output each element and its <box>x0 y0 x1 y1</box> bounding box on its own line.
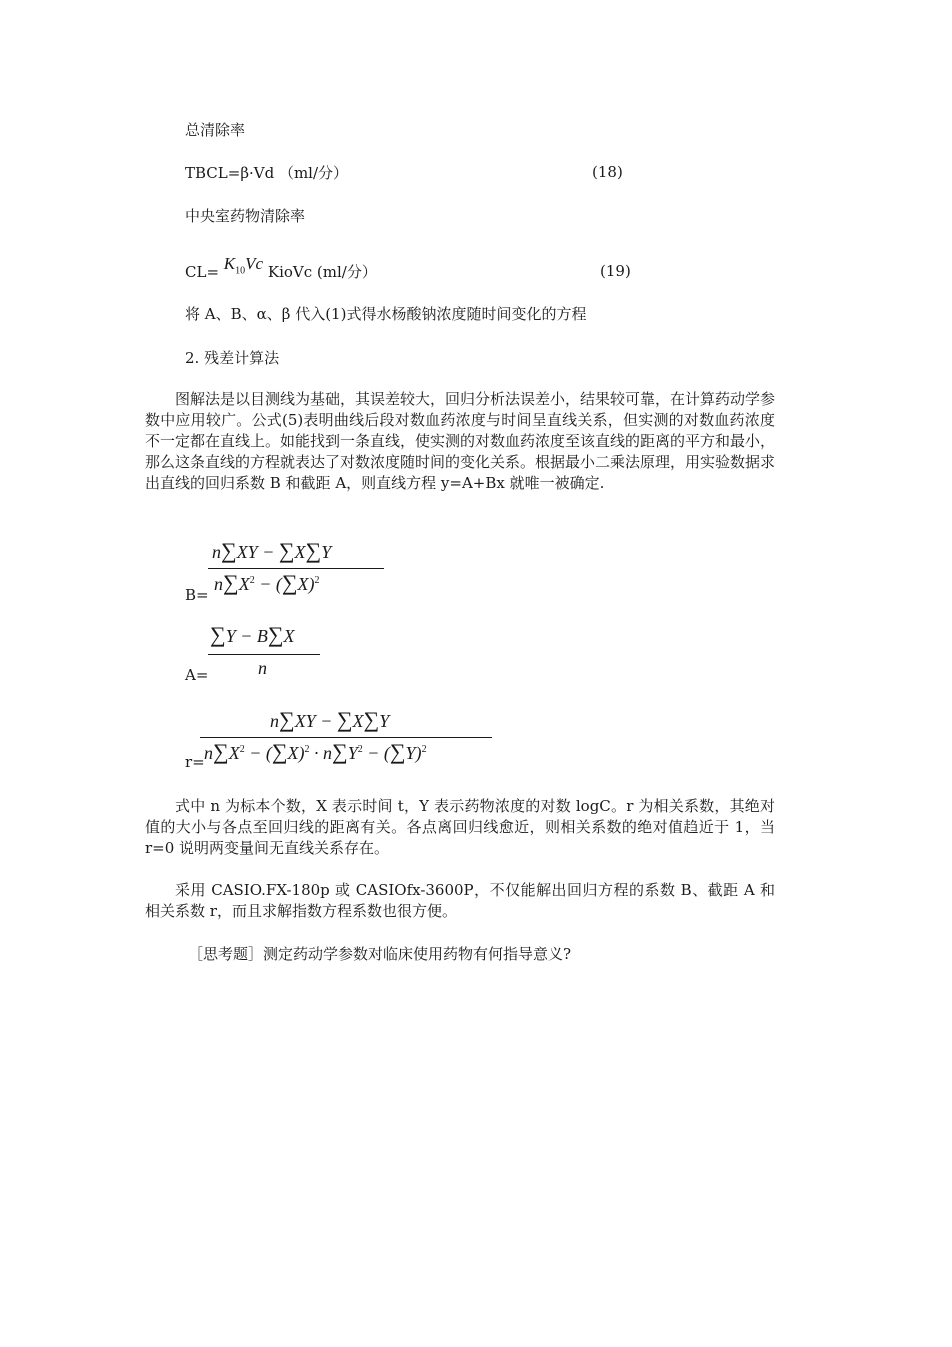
equation-19-prefix: CL= <box>185 263 220 281</box>
heading-central-clearance: 中央室药物清除率 <box>185 207 306 225</box>
section-2-title: 2. 残差计算法 <box>185 349 280 367</box>
substitute-line: 将 A、B、α、β 代入(1)式得水杨酸钠浓度随时间变化的方程 <box>185 305 587 323</box>
equation-18-number: (18) <box>592 163 623 181</box>
formula-r-label: r= <box>185 753 205 771</box>
paragraph-notation: 式中 n 为标本个数，X 表示时间 t，Y 表示药物浓度的对数 logC。r 为相关系数，其绝对值的大小与各点至回归线的距离有关。各点离回归线愈近，则相关系数的绝对值趋近于 1，当 r=0 说明两变量间无直线关系存在。 <box>145 797 775 857</box>
formula-b: n∑XY − ∑X∑Y $n\sum X^2 - (\sum X)^2$ <box>208 536 388 596</box>
formula-a-label: A= <box>185 666 209 684</box>
equation-19 <box>185 254 377 289</box>
formula-r: n∑XY − ∑X∑Y $n\sum X^2 - (\sum X)^2 \cdot n\sum Y^2 - (\sum Y)^2$ <box>200 705 495 767</box>
formula-b-label: B= <box>185 586 209 604</box>
equation-19-number: (19) <box>600 262 631 280</box>
paragraph-graphic-method: 图解法是以目测线为基础，其误差较大，回归分析法误差小，结果较可靠，在计算药动学参数中应用较广。公式(5)表明曲线后段对数血药浓度与时间呈直线关系，但实测的对数血药浓度不一定都在直线上。如能找到一条直线，使实测的对数血药浓度至该直线的距离的平方和最小，那么这条直线的方程就表达了对数浓度随时间的变化关系。根据最小二乘法原理，用实验数据求出直线的回归系数 B 和截距 A，则直线方程 y=A+Bx 就唯一被确定. <box>145 390 776 492</box>
equation-18: TBCL=β·Vd （ml/分） <box>185 164 349 182</box>
heading-total-clearance: 总清除率 <box>185 121 246 139</box>
equation-19-text: KioVc (ml/分） <box>267 263 377 281</box>
equation-19-k: $K_{10}Vc$ <box>223 254 264 277</box>
formula-a: ∑Y − B∑X n <box>208 620 328 680</box>
paragraph-calculator: 采用 CASIO.FX-180p 或 CASIOfx-3600P，不仅能解出回归方程的系数 B、截距 A 和相关系数 r，而且求解指数方程系数也很方便。 <box>145 881 775 920</box>
discussion-question: ［思考题］测定药动学参数对临床使用药物有何指导意义? <box>188 945 572 963</box>
